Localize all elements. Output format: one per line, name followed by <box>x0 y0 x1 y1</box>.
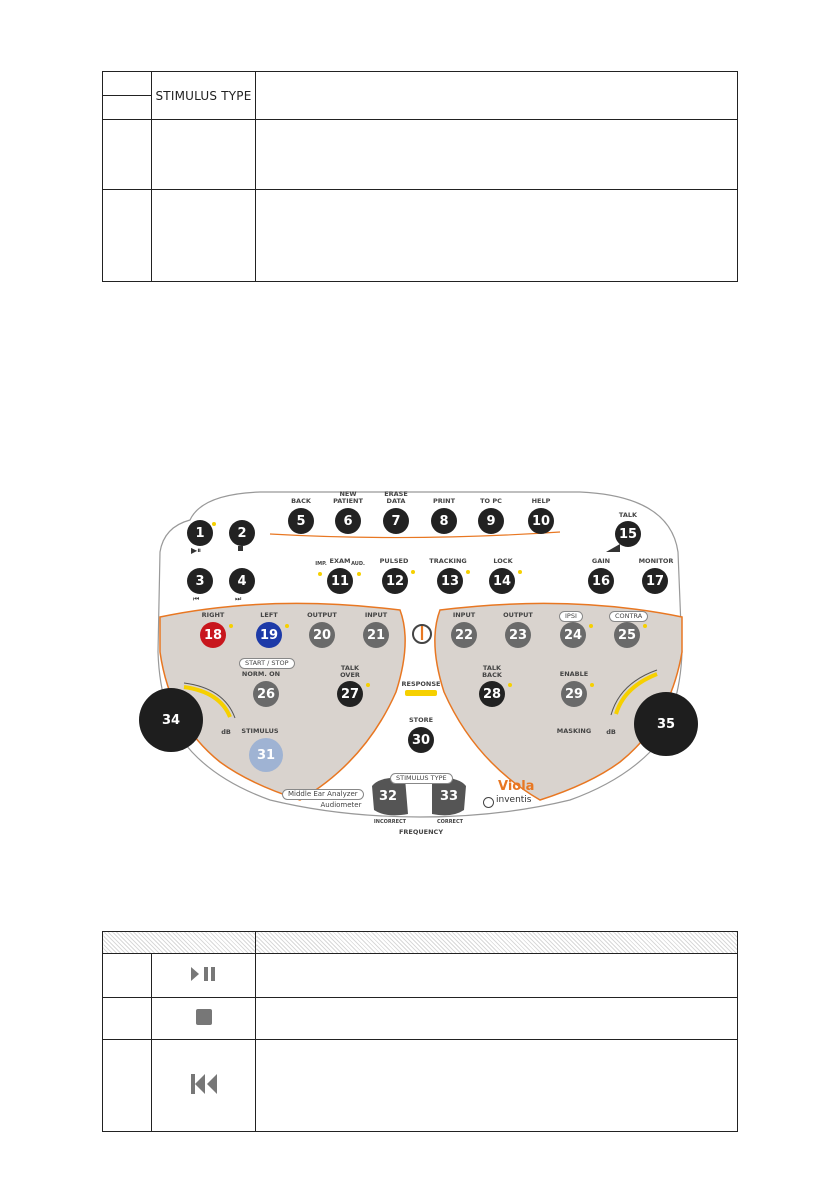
lock-button[interactable]: 14 <box>489 568 515 594</box>
stimulus-button[interactable]: 31 <box>249 738 283 772</box>
led-indicator <box>318 572 322 576</box>
exam-label: EXAM <box>329 557 351 565</box>
table-cell <box>256 1040 738 1132</box>
back-label: BACK <box>291 497 311 505</box>
monitor-button[interactable]: 17 <box>642 568 668 594</box>
ipsi-button[interactable]: 24 <box>560 622 586 648</box>
left-ear-button[interactable]: 19 <box>256 622 282 648</box>
led-indicator <box>212 522 216 526</box>
table-cell <box>103 190 152 282</box>
masking-enable-button[interactable]: 29 <box>561 681 587 707</box>
pulsed-label: PULSED <box>379 557 409 565</box>
output-label: OUTPUT <box>503 611 533 619</box>
table-cell <box>103 954 152 998</box>
stop-icon <box>195 1008 213 1026</box>
correct-label: CORRECT <box>436 819 464 825</box>
contra-button[interactable]: 25 <box>614 622 640 648</box>
help-button[interactable]: 10 <box>528 508 554 534</box>
left-ear-label: LEFT <box>260 611 278 619</box>
table-cell <box>103 120 152 190</box>
talk-over-label: TALK OVER <box>340 664 360 679</box>
forward-icon: ⏭ <box>235 595 242 603</box>
led-indicator <box>518 570 522 574</box>
right-input-button[interactable]: 22 <box>451 622 477 648</box>
maker-name: inventis <box>496 795 532 805</box>
imp-label: IMP. <box>315 561 327 567</box>
table-cell <box>256 120 738 190</box>
new-patient-button[interactable]: 6 <box>335 508 361 534</box>
stimulus-type-pill: STIMULUS TYPE <box>390 773 453 784</box>
stop-button[interactable]: 2 <box>229 520 255 546</box>
rewind-icon: ⏮ <box>193 595 200 603</box>
led-indicator <box>508 683 512 687</box>
table-cell <box>103 1040 152 1132</box>
right-ear-button[interactable]: 18 <box>200 622 226 648</box>
control-panel <box>150 482 690 862</box>
enable-label: ENABLE <box>559 670 589 678</box>
play-pause-icon: ▶⏸ <box>191 546 202 555</box>
store-button[interactable]: 30 <box>408 727 434 753</box>
contra-pill: CONTRA <box>609 611 648 622</box>
pulsed-button[interactable]: 12 <box>382 568 408 594</box>
incorrect-label: INCORRECT <box>373 819 407 825</box>
masking-label: MASKING <box>556 727 592 735</box>
talk-button[interactable]: 15 <box>615 521 641 547</box>
left-input-button[interactable]: 21 <box>363 622 389 648</box>
table-header-cell <box>103 932 256 954</box>
stimulus-label: STIMULUS <box>241 727 279 735</box>
table-icon-cell <box>152 998 256 1040</box>
right-output-button[interactable]: 23 <box>505 622 531 648</box>
db-label: dB <box>221 728 231 736</box>
store-label: STORE <box>408 716 434 724</box>
help-label: HELP <box>531 497 551 505</box>
table-cell <box>256 998 738 1040</box>
table-icon-cell <box>152 1040 256 1132</box>
aud-label: AUD. <box>351 561 365 567</box>
led-indicator <box>643 624 647 628</box>
table-cell <box>256 954 738 998</box>
left-output-button[interactable]: 20 <box>309 622 335 648</box>
frequency-label: FREQUENCY <box>398 828 444 836</box>
db-label: dB <box>606 728 616 736</box>
gain-button[interactable]: 16 <box>588 568 614 594</box>
table-cell <box>256 72 738 120</box>
inventis-logo-icon <box>483 797 494 808</box>
to-pc-button[interactable]: 9 <box>478 508 504 534</box>
input-label: INPUT <box>364 611 388 619</box>
play-pause-button[interactable]: 1 <box>187 520 213 546</box>
talk-over-button[interactable]: 27 <box>337 681 363 707</box>
led-indicator <box>589 624 593 628</box>
talk-label: TALK <box>618 511 638 519</box>
stop-icon <box>238 546 243 551</box>
rewind-button[interactable]: 3 <box>187 568 213 594</box>
table-cell <box>103 72 152 96</box>
stimulus-type-label: STIMULUS TYPE <box>155 88 252 103</box>
print-label: PRINT <box>432 497 456 505</box>
talk-back-button[interactable]: 28 <box>479 681 505 707</box>
stimulus-type-incorrect-button[interactable]: 32 <box>378 788 398 804</box>
table-cell <box>103 998 152 1040</box>
stimulus-toggle-button[interactable]: 26 <box>253 681 279 707</box>
ipsi-pill: IPSI <box>559 611 583 622</box>
model-name-pill: Middle Ear Analyzer <box>282 789 364 800</box>
led-indicator <box>590 683 594 687</box>
right-ear-label: RIGHT <box>201 611 225 619</box>
tracking-button[interactable]: 13 <box>437 568 463 594</box>
response-label: RESPONSE <box>401 680 441 688</box>
back-button[interactable]: 5 <box>288 508 314 534</box>
led-indicator <box>229 624 233 628</box>
table-cell <box>256 190 738 282</box>
led-indicator <box>466 570 470 574</box>
monitor-label: MONITOR <box>638 557 674 565</box>
table-cell <box>152 120 256 190</box>
new-patient-label: NEW PATIENT <box>333 490 363 505</box>
forward-button[interactable]: 4 <box>229 568 255 594</box>
stimulus-type-cell <box>152 72 256 120</box>
top-table <box>102 71 738 282</box>
stimulus-type-correct-button[interactable]: 33 <box>439 788 459 804</box>
print-button[interactable]: 8 <box>431 508 457 534</box>
tracking-label: TRACKING <box>429 557 467 565</box>
lock-label: LOCK <box>493 557 513 565</box>
input-label: INPUT <box>452 611 476 619</box>
led-indicator <box>357 572 361 576</box>
play-pause-icon <box>189 965 219 983</box>
talk-back-label: TALK BACK <box>482 664 502 679</box>
erase-data-button[interactable]: 7 <box>383 508 409 534</box>
led-indicator <box>285 624 289 628</box>
erase-data-label: ERASE DATA <box>384 490 408 505</box>
led-indicator <box>411 570 415 574</box>
rewind-icon <box>190 1073 218 1095</box>
led-indicator <box>366 683 370 687</box>
norm-on-label: NORM. ON <box>241 670 281 678</box>
gain-label: GAIN <box>591 557 611 565</box>
to-pc-label: TO PC <box>480 497 502 505</box>
table-cell <box>152 190 256 282</box>
table-cell <box>103 96 152 120</box>
table-icon-cell <box>152 954 256 998</box>
bottom-table <box>102 931 738 1132</box>
table-header-cell <box>256 932 738 954</box>
stimulus-level-knob[interactable]: 34 <box>139 688 203 752</box>
output-label: OUTPUT <box>307 611 337 619</box>
start-stop-label: START / STOP <box>239 658 295 669</box>
exam-button[interactable]: 11 <box>327 568 353 594</box>
masking-level-knob[interactable]: 35 <box>634 692 698 756</box>
brand-name: Viola <box>498 779 535 794</box>
model-sub-label: Audiometer <box>320 801 362 809</box>
